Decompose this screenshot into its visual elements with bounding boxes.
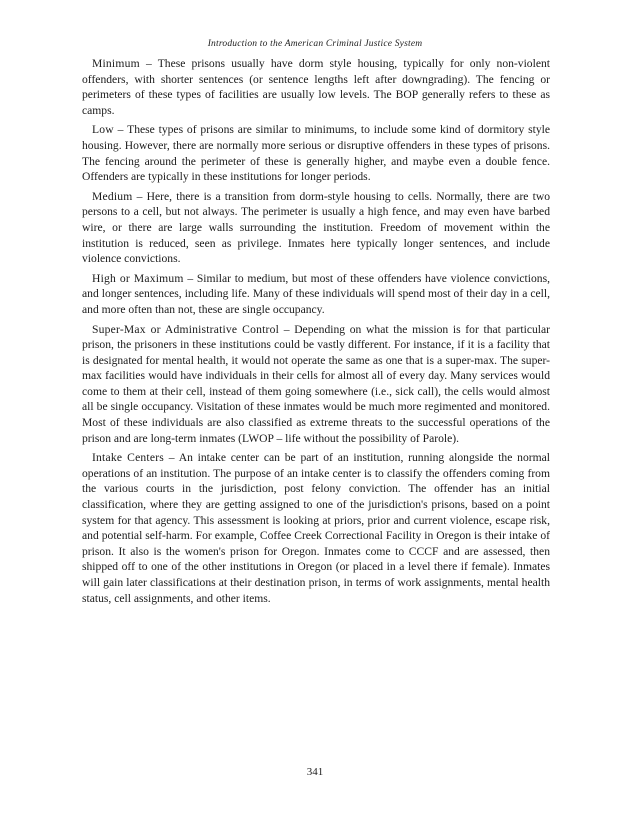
paragraph-intake-centers	[82, 450, 550, 606]
term-minimum: Minimum	[92, 57, 140, 70]
page-number: 341	[306, 766, 324, 778]
term-super-max: Super-Max or Administrative Control	[92, 322, 279, 336]
paragraph-text: Here, there is a transition from dorm-style housing to cells. Normally, there are two persons to a cell, but not always. The perimeter is usually a high fence, and may even have barbed wire, or there are large walls surrounding the institution. Freedom of movement within the institution is reduced, seen as privilege. Inmates here typically longer sentences, and include violence convictions.	[82, 189, 551, 266]
paragraph-text: These types of prisons are similar to minimums, to include some kind of dormitory style housing. However, there are normally more serious or disruptive offenders in these types of prisons. The fencing around the perimeter of these is generally higher, and maybe even a double fence. Offenders are typically in these institutions for longer periods.	[82, 123, 550, 184]
paragraph-text: Similar to medium, but most of these offenders have violence convictions, and longer sentences, including life. Many of these individuals will spend most of their day in a cell, and more often than not, these are single occupancy.	[82, 271, 551, 316]
paragraph-text: These prisons usually have dorm style housing, typically for only non-violent offenders, with shorter sentences (or sentence lengths left after downgrading). The fencing or perimeters of these types of facilities are usually low levels. The BOP generally refers to these as camps.	[82, 57, 550, 117]
paragraph-medium	[82, 189, 550, 267]
term-high-maximum: High or Maximum	[92, 271, 184, 285]
paragraph-text: Depending on what the mission is for that particular prison, the prisoners in these institutions could be vastly different. For instance, if it is a facility that is designated for mental health, it would not operate the same as one that is a super-max. The super-max facilities would have individuals in their cells for almost all of every day. Many services would come to them at their cell, instead of them going somewhere (i.e., sick call), the cells would almost all be single occupancy. Visitation of these inmates would be much more regimented and monitored. Most of these individuals are also classified as extreme threats to the successful operations of the prison and are long-term inmates (LWOP – life without the possibility of Parole).	[82, 322, 551, 445]
paragraph-low	[82, 122, 550, 184]
paragraph-super-max	[82, 322, 550, 447]
term-intake-centers: Intake Centers	[92, 451, 164, 465]
term-separator: –	[163, 451, 179, 465]
term-separator: –	[113, 123, 128, 137]
term-separator: –	[279, 322, 295, 336]
paragraph-text: An intake center can be part of an institution, running alongside the normal operations of an institution. The purpose of an intake center is to classify the offenders coming from the various courts in the jurisdiction, post felony conviction. The offender has an initial classification, where they are getting assigned to one of the jurisdiction's prisons, based on a point system for that agency. This assessment is looking at priors, prior and current violence, escape risk, and potential self-harm. For example, Coffee Creek Correctional Facility in Oregon is their intake of prison. It also is the women's prison for Oregon. Inmates come to CCCF and are assessed, then shipped off to one of the other institutions in Oregon (or placed in a level there if female). Inmates will gain later classifications at their destination prison, in terms of work assignments, mental health status, cell assignments, and other items.	[82, 451, 550, 605]
term-separator: –	[183, 271, 197, 285]
term-separator: –	[139, 57, 158, 70]
running-header: Introduction to the American Criminal Justice System	[207, 39, 423, 49]
page-body	[82, 56, 550, 610]
paragraph-high-maximum	[82, 271, 550, 318]
term-separator: –	[132, 189, 147, 203]
paragraph-minimum	[82, 56, 550, 118]
term-low: Low	[92, 123, 114, 137]
term-medium: Medium	[92, 189, 133, 203]
